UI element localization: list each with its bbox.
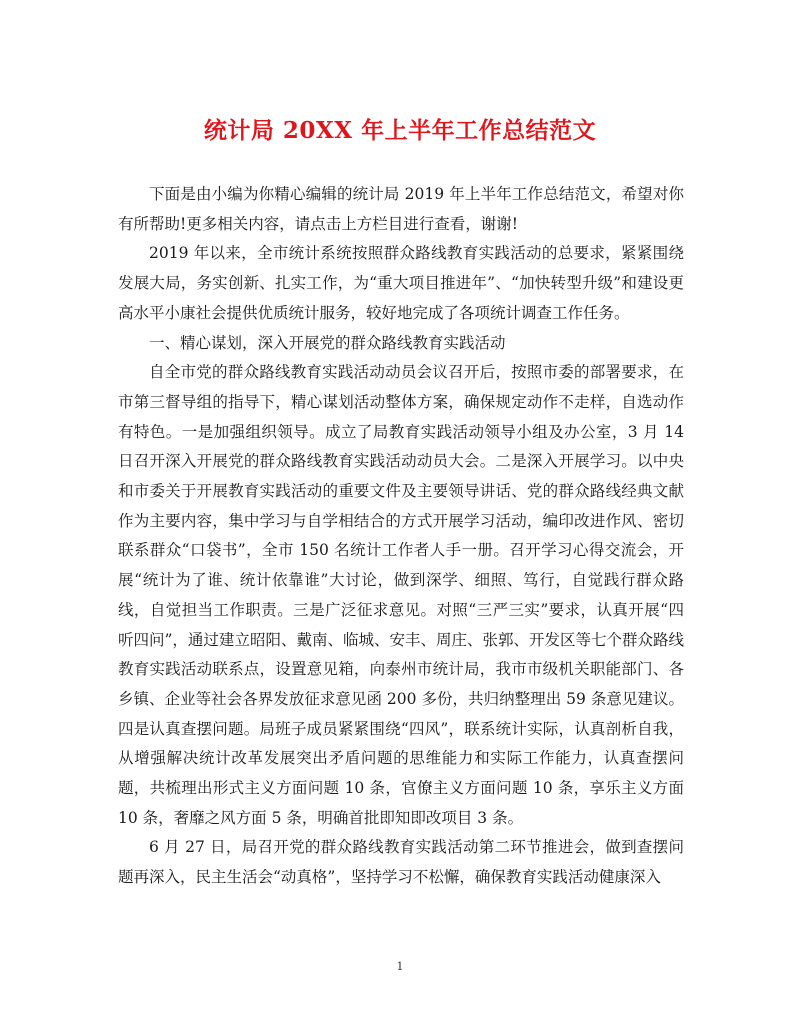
document-body (118, 180, 684, 893)
page-number: 1 (396, 960, 404, 973)
paragraph-section-1: 自全市党的群众路线教育实践活动动员会议召开后，按照市委的部署要求，在市第三督导组的指导下，精心谋划活动整体方案，确保规定动作不走样，自选动作有特色。一是加强组织领导。成立了局教育实践活动领导小组及办公室，3 月 14 日召开深入开展党的群众路线教育实践活动动员大会。二是深入开展学习。以中央和市委关于开展教育实践活动的重要文件及主要领导讲话、党的群众路线经典文献作为主要内容，集中学习与自学相结合的方式开展学习活动，编印改进作风、密切联系群众“口袋书”，全市 150 名统计工作者人手一册。召开学习心得交流会，开展“统计为了谁、统计依靠谁”大讨论，做到深学、细照、笃行，自觉践行群众路线，自觉担当工作职责。三是广泛征求意见。对照“三严三实”要求，认真开展“四听四问”，通过建立昭阳、戴南、临城、安丰、周庄、张郭、开发区等七个群众路线教育实践活动联系点，设置意见箱，向泰州市统计局，我市市级机关职能部门、各乡镇、企业等社会各界发放征求意见函 200 多份，共归纳整理出 59 条意见建议。四是认真查摆问题。局班子成员紧紧围绕“四风”，联系统计实际，认真剖析自我，从增强解决统计改革发展突出矛盾问题的思维能力和实际工作能力，认真查摆问题，共梳理出形式主义方面问题 10 条，官僚主义方面问题 10 条，享乐主义方面 10 条，奢靡之风方面 5 条，明确首批即知即改项目 3 条。 (118, 363, 684, 827)
paragraph-intro: 下面是由小编为你精心编辑的统计局 2019 年上半年工作总结范文，希望对你有所帮助!更多相关内容，请点击上方栏目进行查看，谢谢! (118, 185, 684, 233)
section-heading-1: 一、精心谋划，深入开展党的群众路线教育实践活动 (149, 333, 506, 352)
document-title: 统计局 20XX 年上半年工作总结范文 (203, 117, 597, 144)
paragraph-june-meeting: 6 月 27 日，局召开党的群众路线教育实践活动第二环节推进会，做到查摆问题再深入，民主生活会“动真格”，坚持学习不松懈，确保教育实践活动健康深入 (118, 838, 684, 887)
paragraph-overview: 2019 年以来，全市统计系统按照群众路线教育实践活动的总要求，紧紧围绕发展大局，务实创新、扎实工作，为“重大项目推进年”、“加快转型升级”和建设更高水平小康社会提供优质统计服务，较好地完成了各项统计调查工作任务。 (118, 244, 684, 322)
